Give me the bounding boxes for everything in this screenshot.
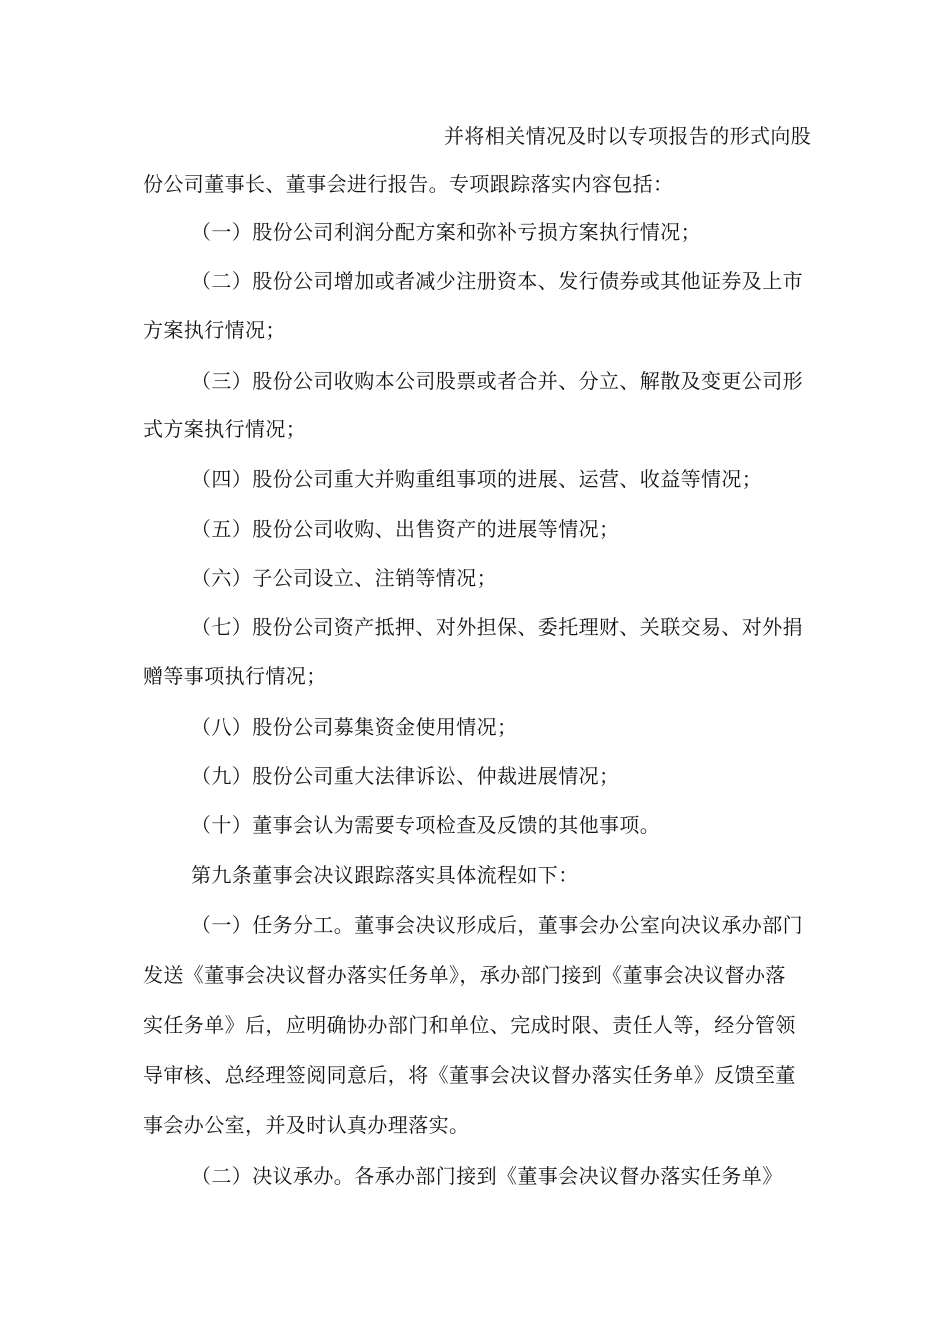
list-item: （八）股份公司募集资金使用情况；	[191, 715, 518, 739]
list-item: （二）股份公司增加或者减少注册资本、发行债券或其他证券及上市	[191, 269, 803, 293]
text-line: 事会办公室，并及时认真办理落实。	[143, 1113, 470, 1137]
list-item: （十）董事会认为需要专项检查及反馈的其他事项。	[191, 813, 661, 837]
section-heading: 第九条董事会决议跟踪落实具体流程如下：	[191, 863, 579, 887]
text-line: 并将相关情况及时以专项报告的形式向股	[444, 124, 812, 148]
list-item: （一）任务分工。董事会决议形成后，董事会办公室向决议承办部门	[191, 913, 803, 937]
text-line: 实任务单》后，应明确协办部门和单位、完成时限、责任人等，经分管领	[143, 1013, 796, 1037]
text-line: 份公司董事长、董事会进行报告。专项跟踪落实内容包括：	[143, 172, 674, 196]
text-line: 发送《董事会决议督办落实任务单》，承办部门接到《董事会决议督办落	[143, 963, 786, 987]
text-line: 赠等事项执行情况；	[143, 664, 327, 688]
list-item: （三）股份公司收购本公司股票或者合并、分立、解散及变更公司形	[191, 369, 803, 393]
list-item: （九）股份公司重大法律诉讼、仲裁进展情况；	[191, 764, 620, 788]
list-item: （七）股份公司资产抵押、对外担保、委托理财、关联交易、对外捐	[191, 615, 803, 639]
list-item: （二）决议承办。各承办部门接到《董事会决议督办落实任务单》	[191, 1164, 783, 1188]
list-item: （四）股份公司重大并购重组事项的进展、运营、收益等情况；	[191, 467, 763, 491]
list-item: （六）子公司设立、注销等情况；	[191, 566, 497, 590]
text-line: 方案执行情况；	[143, 318, 286, 342]
text-line: 导审核、总经理签阅同意后，将《董事会决议督办落实任务单》反馈至董	[143, 1063, 796, 1087]
list-item: （一）股份公司利润分配方案和弥补亏损方案执行情况；	[191, 220, 701, 244]
text-line: 式方案执行情况；	[143, 417, 307, 441]
list-item: （五）股份公司收购、出售资产的进展等情况；	[191, 517, 620, 541]
